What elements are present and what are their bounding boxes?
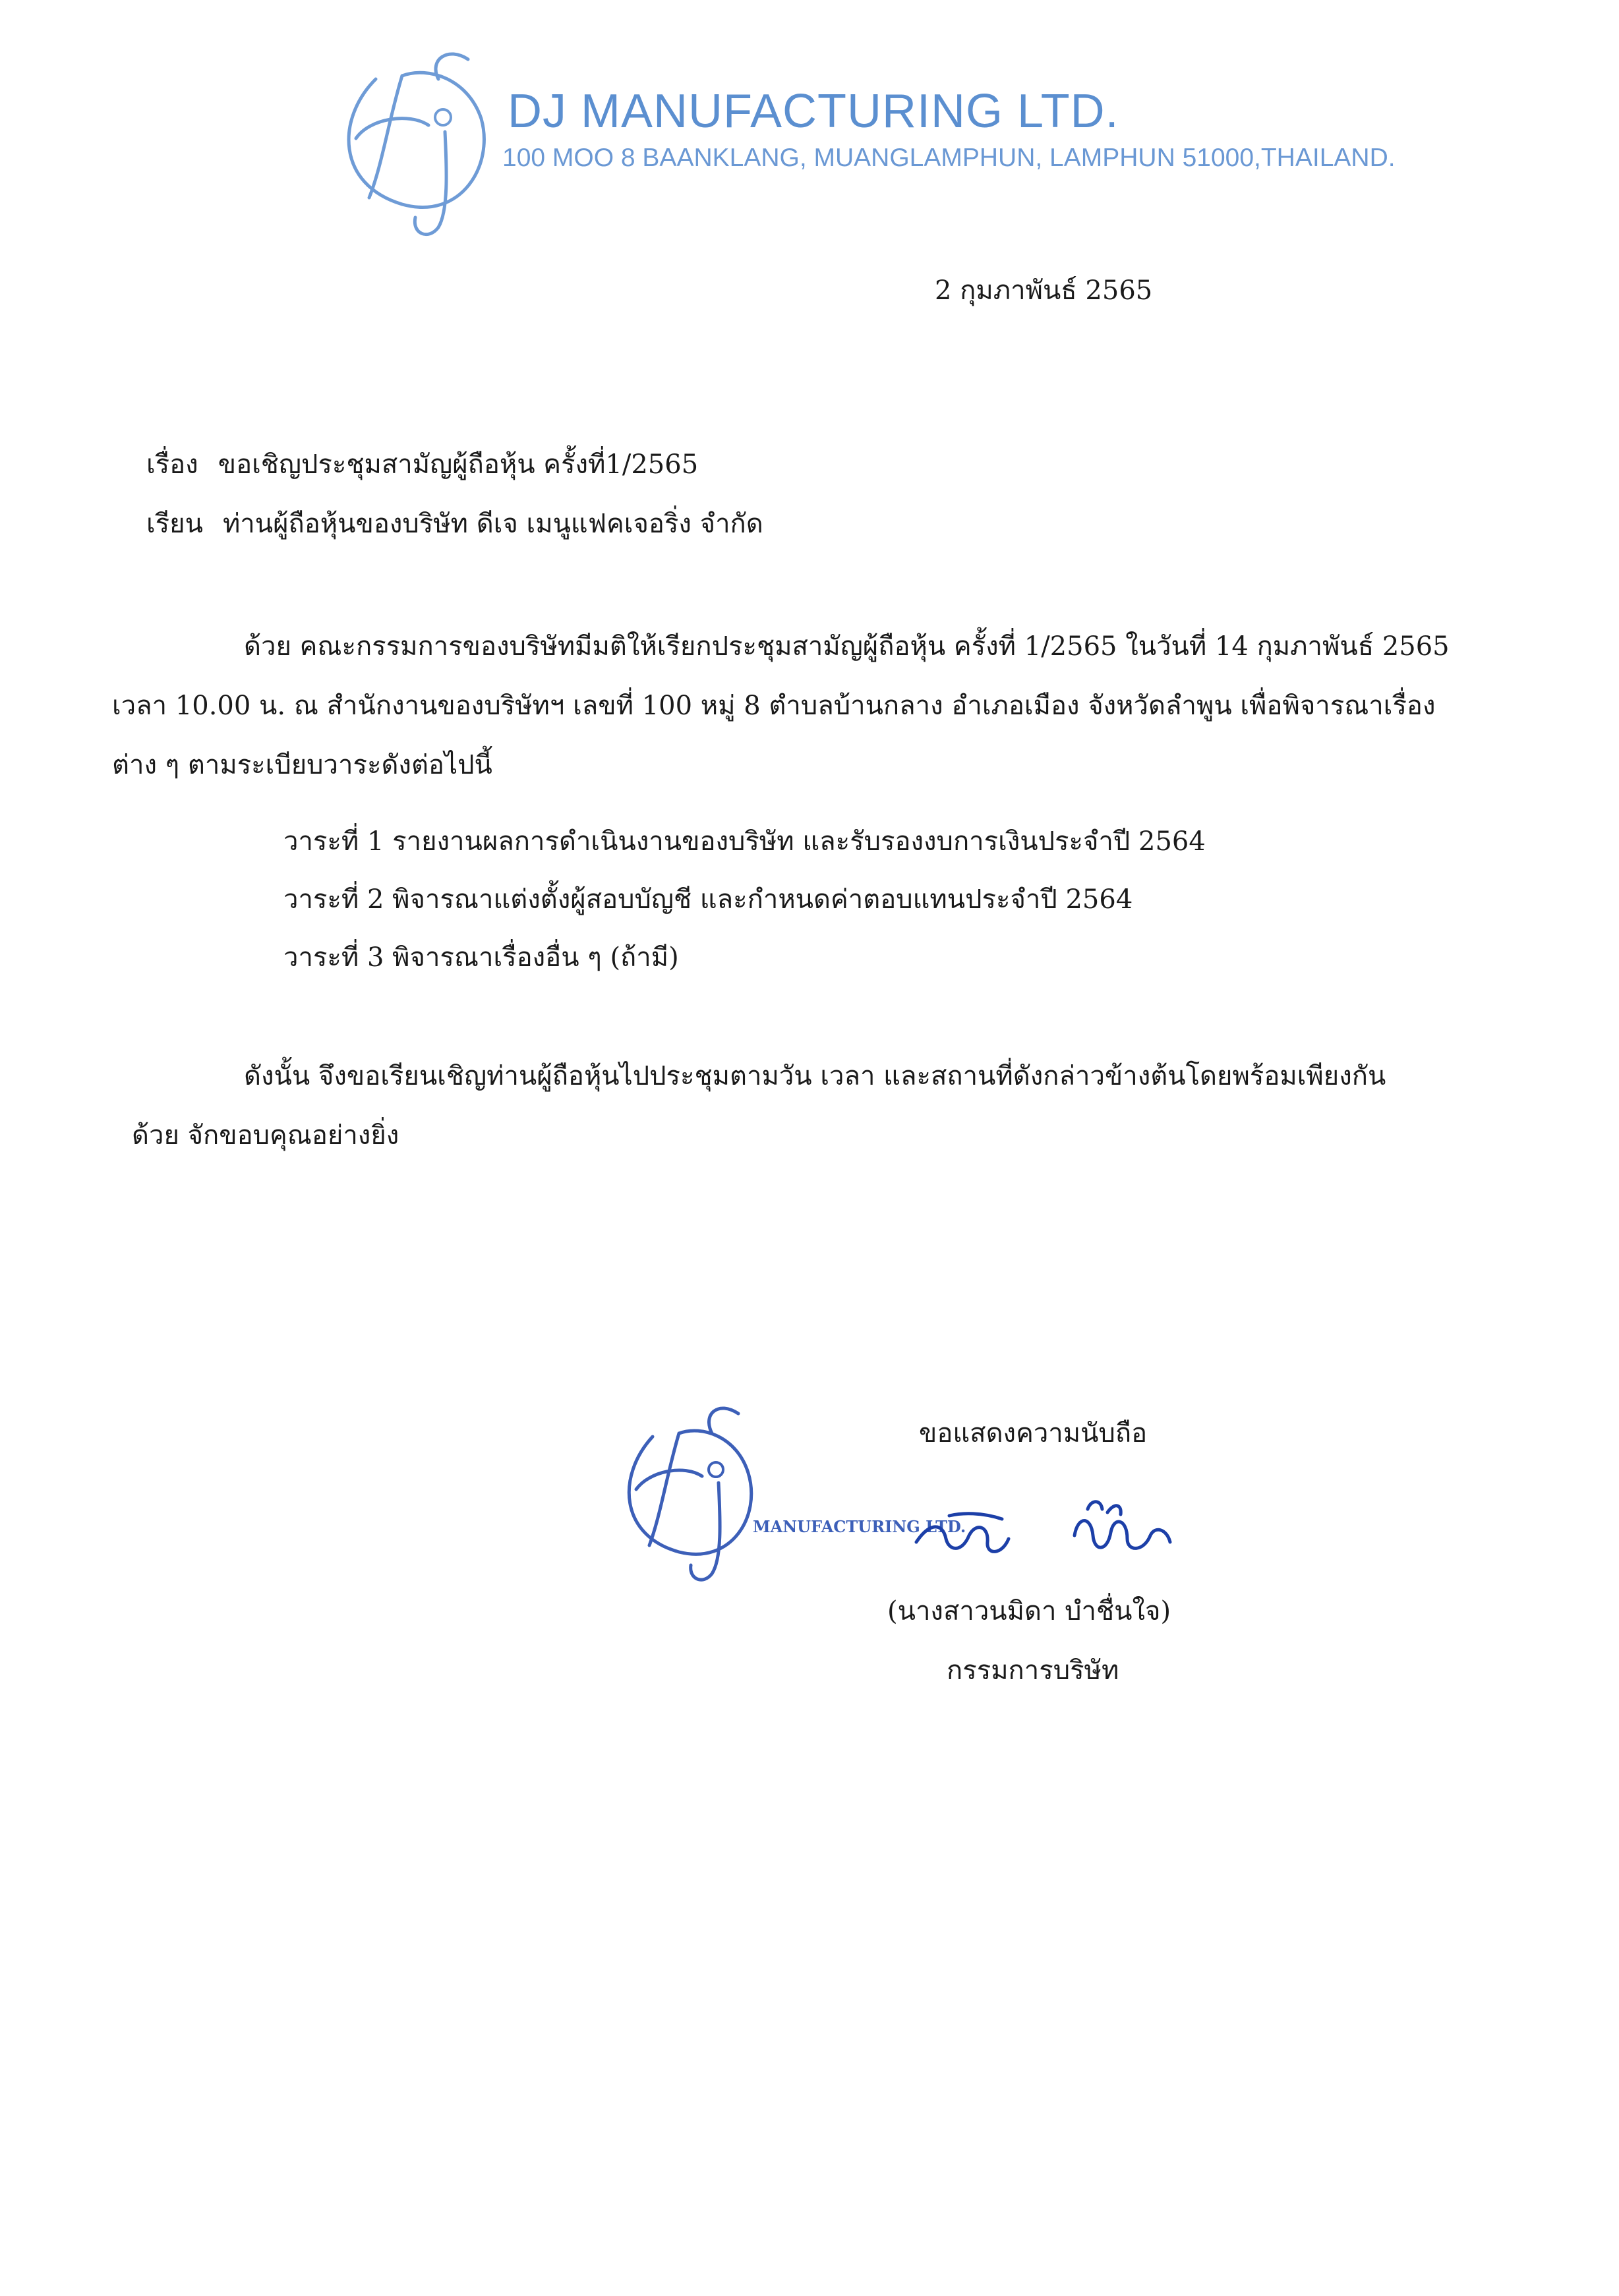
body-line-3: ต่าง ๆ ตามระเบียบวาระดังต่อไปนี้: [112, 750, 492, 780]
recipient-text: ท่านผู้ถือหุ้นของบริษัท ดีเจ เมนูแฟคเจอริ่ง จำกัด: [222, 509, 763, 539]
agenda-item-1: วาระที่ 1 รายงานผลการดำเนินงานของบริษัท และรับรองงบการเงินประจำปี 2564: [283, 826, 1206, 857]
agenda-item-3: วาระที่ 3 พิจารณาเรื่องอื่น ๆ (ถ้ามี): [283, 942, 679, 973]
closing-line-2: ด้วย จักขอบคุณอย่างยิ่ง: [132, 1120, 399, 1151]
subject-line: [146, 443, 698, 485]
signatory-name: (นางสาวนมิดา บำชื่นใจ): [887, 1596, 1171, 1626]
company-name: DJ MANUFACTURING LTD.: [508, 85, 1119, 138]
company-stamp-icon: [613, 1397, 784, 1588]
body-line-2: เวลา 10.00 น. ณ สำนักงานของบริษัทฯ เลขที่ 100 หมู่ 8 ตำบลบ้านกลาง อำเภอเมือง จังหวัดลำพูน เพื่อพิจารณาเรื่อง: [112, 691, 1436, 721]
subject-text: ขอเชิญประชุมสามัญผู้ถือหุ้น ครั้งที่1/2565: [218, 449, 699, 480]
recipient-line: [146, 502, 763, 544]
signatory-position: กรรมการบริษัท: [947, 1655, 1119, 1686]
handwritten-signature-icon: [910, 1489, 1187, 1568]
closing-line-1: ดังนั้น จึงขอเรียนเชิญท่านผู้ถือหุ้นไปประชุมตามวัน เวลา และสถานที่ดังกล่าวข้างต้นโดยพร้อมเพียงกัน: [244, 1061, 1386, 1091]
subject-label: เรื่อง: [146, 449, 198, 480]
dj-logo-icon: [330, 40, 521, 244]
recipient-label: เรียน: [146, 509, 203, 539]
company-address: 100 MOO 8 BAANKLANG, MUANGLAMPHUN, LAMPHUN 51000,THAILAND.: [502, 144, 1396, 172]
body-line-1: ด้วย คณะกรรมการของบริษัทมีมติให้เรียกประชุมสามัญผู้ถือหุ้น ครั้งที่ 1/2565 ในวันที่ 14 กุมภาพันธ์ 2565: [244, 631, 1450, 662]
stamp-text: MANUFACTURING LTD.: [753, 1517, 966, 1536]
agenda-item-2: วาระที่ 2 พิจารณาแต่งตั้งผู้สอบบัญชี และกำหนดค่าตอบแทนประจำปี 2564: [283, 884, 1133, 915]
letter-date: 2 กุมภาพันธ์ 2565: [935, 275, 1153, 306]
regards-text: ขอแสดงความนับถือ: [919, 1418, 1148, 1449]
